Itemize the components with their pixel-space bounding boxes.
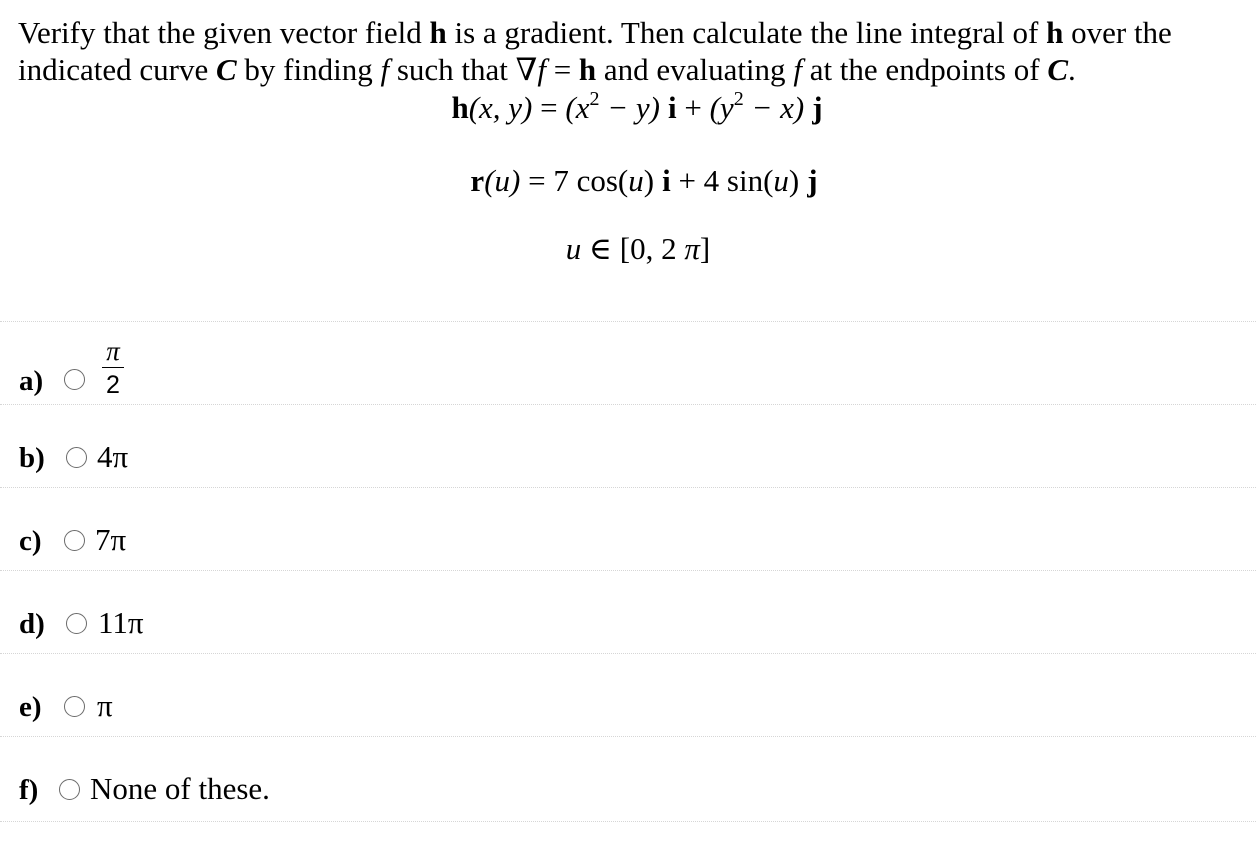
radio-d[interactable] — [66, 613, 87, 634]
option-c[interactable] — [0, 487, 1256, 570]
option-letter: f) — [19, 774, 39, 806]
option-f[interactable] — [0, 736, 1256, 822]
fraction-pi-over-2: π 2 — [102, 336, 124, 400]
radio-e[interactable] — [64, 696, 85, 717]
question-line-1: Verify that the given vector field h is a gradient. Then calculate the line integral of h over the — [18, 15, 1172, 50]
option-value: 7π — [95, 522, 127, 557]
option-value: None of these. — [90, 771, 270, 806]
vector-field-equation: h(x, $y) = (x^2 - y) i + (y^2 - x)$ j — [451, 87, 823, 125]
option-letter: b) — [19, 442, 45, 474]
option-letter: a) — [19, 365, 44, 397]
radio-b[interactable] — [66, 447, 87, 468]
option-letter: d) — [19, 608, 45, 640]
option-letter: c) — [19, 525, 42, 557]
curve-parametrization: r(u) = 7 cos(u) i + 4 sin(u) j — [470, 163, 818, 198]
option-b[interactable] — [0, 404, 1256, 487]
option-value: 11π — [98, 605, 144, 640]
answer-options — [0, 321, 1256, 822]
question-text — [18, 14, 1243, 88]
radio-f[interactable] — [59, 779, 80, 800]
option-letter: e) — [19, 691, 42, 723]
option-value: π — [97, 688, 113, 723]
option-d[interactable] — [0, 570, 1256, 653]
question-line-2: indicated curve C by finding f such that ∇f = h and evaluating f at the endpoints of C. — [18, 52, 1076, 87]
radio-a[interactable] — [64, 369, 85, 390]
option-a[interactable] — [0, 321, 1256, 404]
option-value: 4π — [97, 439, 129, 474]
radio-c[interactable] — [64, 530, 85, 551]
option-e[interactable] — [0, 653, 1256, 736]
parameter-domain: u ∈ [0, 2 π] — [565, 231, 711, 266]
